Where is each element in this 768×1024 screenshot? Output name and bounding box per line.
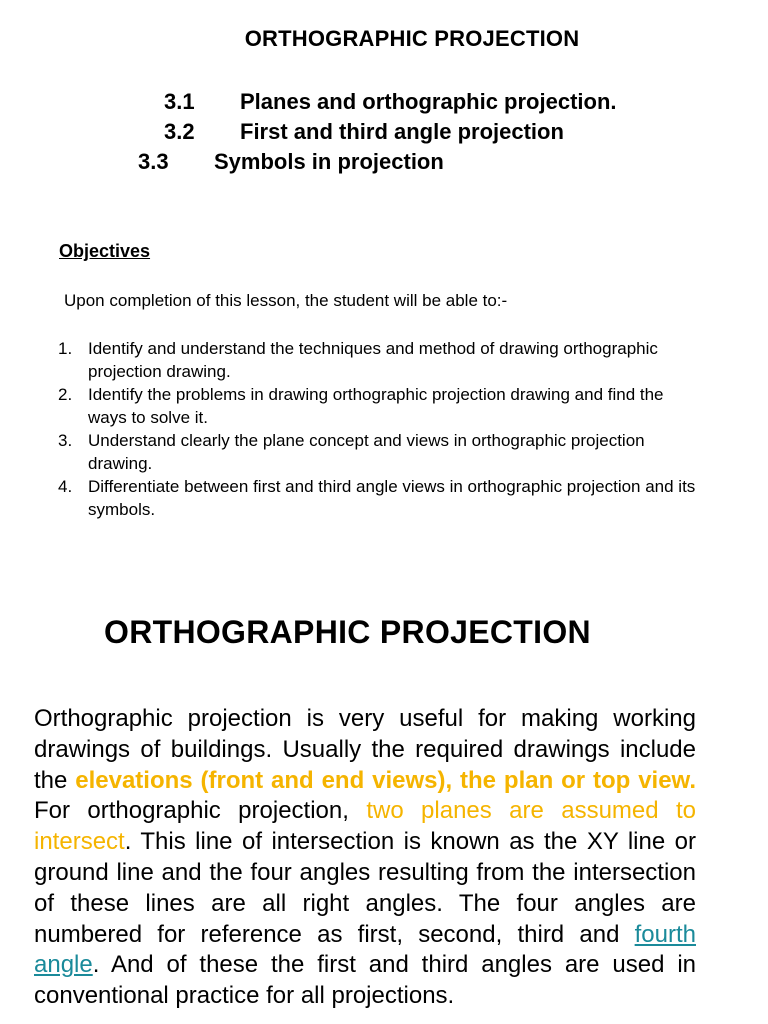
section-heading: ORTHOGRAPHIC PROJECTION [104, 614, 591, 650]
highlighted-text: two planes are assumed to intersect [34, 797, 697, 856]
paragraph-text: . This line of intersection is known as the XY line or ground line and the four angles resulting from the intersection of these lines are all right angles. The four angles are numbered for reference as first, second, third and [34, 828, 696, 948]
highlighted-text: elevations (front and end views), the plan or top view. [75, 766, 697, 794]
toc-item-3-1 [164, 89, 617, 115]
paragraph-text: . And of these the first and third angles are used in conventional practice for all projections. [34, 951, 696, 1010]
paragraph-text: For orthographic projection, [34, 797, 367, 825]
list-text: Understand clearly the plane concept and views in orthographic projection drawing. [88, 431, 645, 473]
toc-label: Symbols in projection [214, 149, 444, 174]
list-number: 2. [58, 385, 73, 404]
list-item [58, 337, 698, 383]
list-item [58, 429, 698, 475]
toc-number: 3.3 [138, 149, 169, 174]
list-number: 4. [58, 477, 73, 496]
toc-item-3-3 [138, 149, 444, 175]
toc-number: 3.1 [164, 89, 195, 114]
objectives-intro: Upon completion of this lesson, the student will be able to:- [64, 291, 508, 310]
list-item [58, 475, 698, 521]
objectives-heading: Objectives [59, 241, 151, 261]
list-text: Identify the problems in drawing orthographic projection drawing and find the ways to solve it. [88, 385, 664, 427]
document-title: ORTHOGRAPHIC PROJECTION [244, 26, 580, 51]
toc-label: First and third angle projection [240, 119, 564, 144]
objectives-list [58, 337, 698, 521]
list-text: Identify and understand the techniques and method of drawing orthographic projection drawing. [88, 339, 658, 381]
list-text: Differentiate between first and third angle views in orthographic projection and its symbols. [88, 477, 696, 519]
paragraph-text: Orthographic projection is very useful for making working drawings of buildings. Usually the required drawings include the [34, 705, 696, 794]
body-paragraph [34, 704, 696, 1012]
list-number: 1. [58, 339, 73, 358]
list-number: 3. [58, 431, 73, 450]
list-item [58, 383, 698, 429]
fourth-angle-link[interactable]: fourth angle [34, 920, 696, 979]
toc-number: 3.2 [164, 119, 195, 144]
toc-item-3-2 [164, 119, 564, 145]
toc-label: Planes and orthographic projection. [240, 89, 617, 114]
